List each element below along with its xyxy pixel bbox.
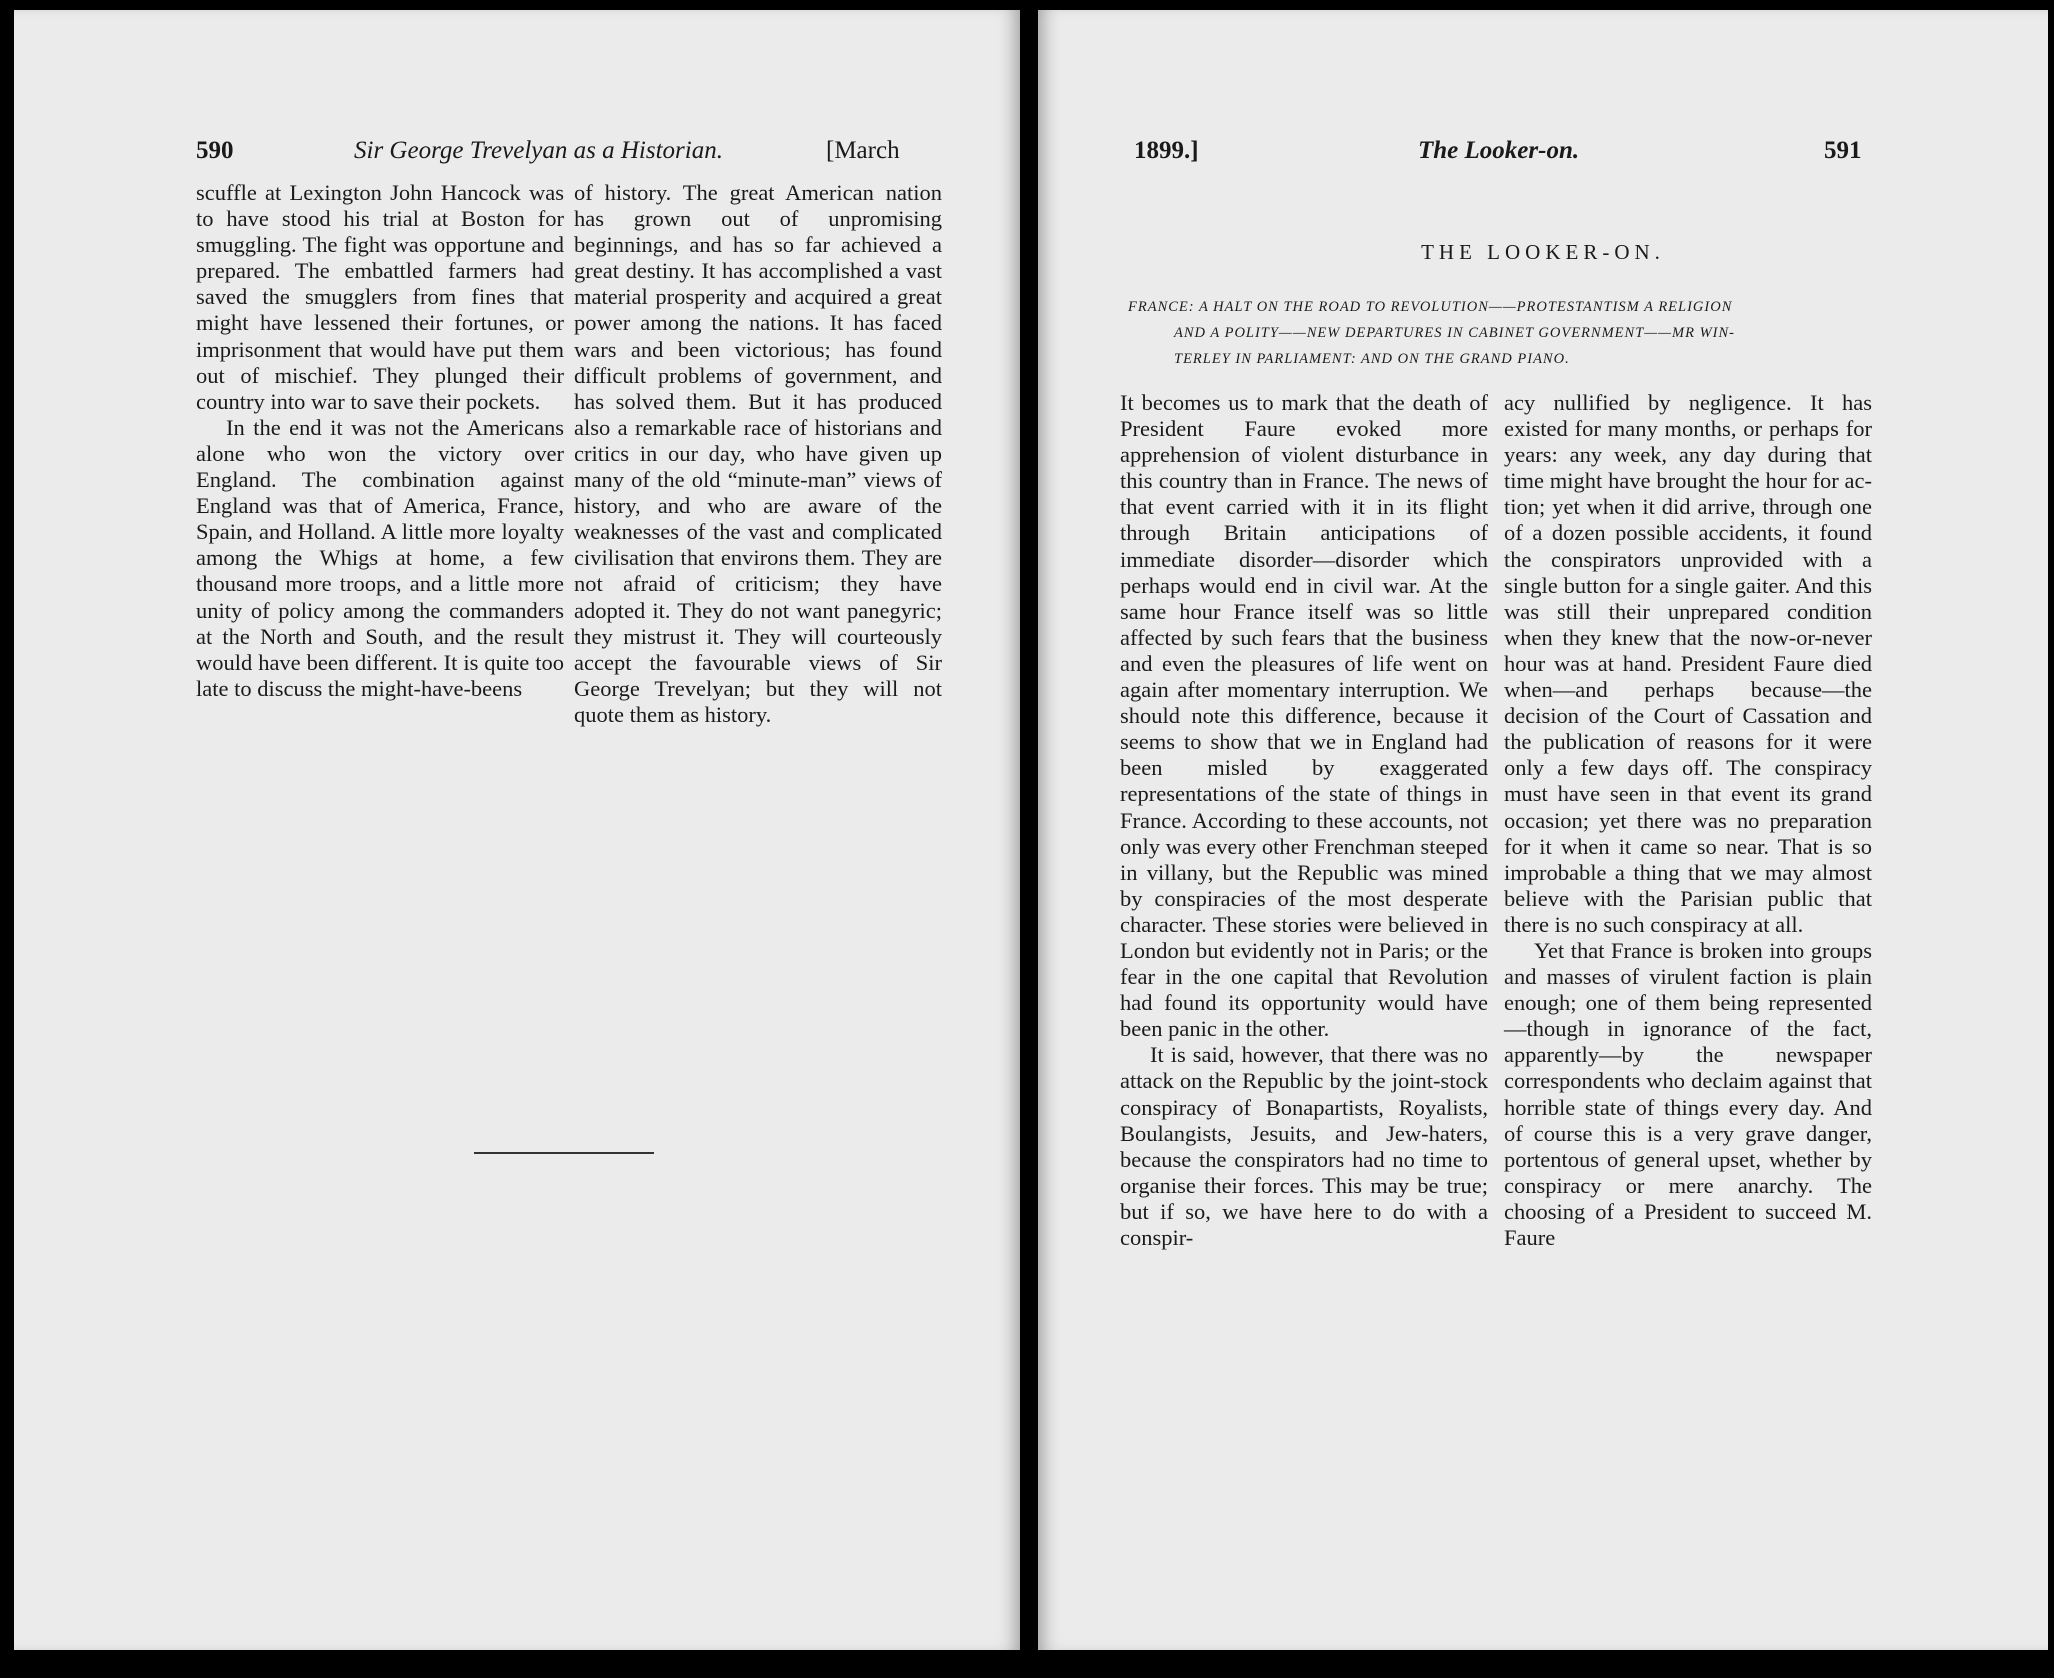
- article-summary: [1128, 294, 1908, 372]
- paragraph: of history. The great American nation has grown out of unpromising beginnings, and has so far achieved a great destiny. It has accomplished a vast material prosperity and acquired a great power among the nations. It has faced wars and been victorious; has found difficult problems of government, and has solved them. But it has produced also a remarkable race of historians and critics in our day, who have given up many of the old “minute-man” views of history, and who are aware of the weaknesses of the vast and complicated civilisation that environs them. They are not afraid of criticism; they have adopted it. They do not want panegyric; they mistrust it. They will courteously accept the favourable views of Sir George Trevelyan; but they will not quote them as history.: [574, 180, 942, 727]
- summary-line: FRANCE: A HALT ON THE ROAD TO REVOLUTION——PROTESTANTISM A RELIGION: [1128, 299, 1733, 315]
- running-date: 1899.]: [1134, 137, 1199, 164]
- left-page: [14, 10, 1020, 1650]
- left-column-2: [574, 180, 942, 728]
- page-number: 590: [196, 137, 234, 164]
- paragraph: It becomes us to mark that the death of President Faure evoked more apprehension of violent disturbance in this country than in France. The news of that event carried with it in its flight through Britain anticipations of immediate disorder—disorder which perhaps would end in civil war. At the same hour France itself was so little affected by such fears that the business and even the pleasures of life went on again after momentary interruption. We should note this difference, because it seems to show that we in England had been misled by exaggerated representations of the state of things in France. According to these accounts, not only was every other Frenchman steeped in villany, but the Republic was mined by conspiracies of the most desperate character. These stories were believed in London but evidently not in Paris; or the fear in the one capital that Revolution had found its opportunity would have been panic in the other.: [1120, 390, 1488, 1042]
- paragraph: scuffle at Lexington John Hancock was to have stood his trial at Boston for smuggling. The fight was opportune and prepared. The embattled farmers had saved the smugglers from fines that might have lessened their fortunes, or imprisonment that would have put them out of mischief. They plunged their country into war to save their pockets.: [196, 180, 564, 414]
- paragraph: It is said, however, that there was no attack on the Republic by the joint-stock conspiracy of Bonapartists, Royalists, Boulangists, Jesuits, and Jew-haters, because the conspirators had no time to organise their forces. This may be true; but if so, we have here to do with a conspir-: [1120, 1042, 1488, 1250]
- page-number: 591: [1824, 137, 1862, 164]
- running-title: Sir George Trevelyan as a Historian.: [354, 137, 723, 164]
- paragraph: Yet that France is broken into groups and masses of virulent faction is plain enough; one of them being represented —though in ignorance of the fact, apparently—by the newspaper correspondents who declaim against that horrible state of things every day. And of course this is a very grave danger, portentous of general upset, whether by conspiracy or mere anarchy. The choosing of a President to succeed M. Faure: [1504, 937, 1872, 1250]
- right-column-2: [1504, 390, 1872, 1251]
- left-column-1: [196, 180, 564, 702]
- paragraph: acy nullified by negligence. It has existed for many months, or perhaps for years: any week, any day during that time might have brought the hour for action; yet when it did arrive, through one of a dozen possible accidents, it found the conspirators unprovided with a single button for a single gaiter. And this was still their unprepared condition when they knew that the now-or-never hour was at hand. President Faure died when—and perhaps because—the decision of the Court of Cassation and the publication of reasons for it were only a few days off. The conspiracy must have seen in that event its grand occasion; yet there was no preparation for it when it came so near. That is so improbable a thing that we may almost believe with the Parisian public that there is no such conspiracy at all.: [1504, 390, 1872, 937]
- summary-line: AND A POLITY——NEW DEPARTURES IN CABINET GOVERNMENT——MR WIN-: [1174, 325, 1736, 341]
- paragraph: In the end it was not the Americans alone who won the victory over England. The combination against England was that of America, France, Spain, and Holland. A little more loyalty among the Whigs at home, a few thousand more troops, and a little more unity of policy among the commanders at the North and South, and the result would have been different. It is quite too late to discuss the might-have-beens: [196, 414, 564, 701]
- running-title: The Looker-on.: [1418, 137, 1580, 164]
- end-rule: [474, 1152, 654, 1154]
- section-title: THE LOOKER-ON.: [1421, 240, 1665, 264]
- summary-line: TERLEY IN PARLIAMENT: AND ON THE GRAND PIANO.: [1174, 351, 1570, 367]
- right-page: [1038, 10, 2048, 1650]
- running-date: [March: [826, 137, 900, 164]
- right-column-1: [1120, 390, 1488, 1251]
